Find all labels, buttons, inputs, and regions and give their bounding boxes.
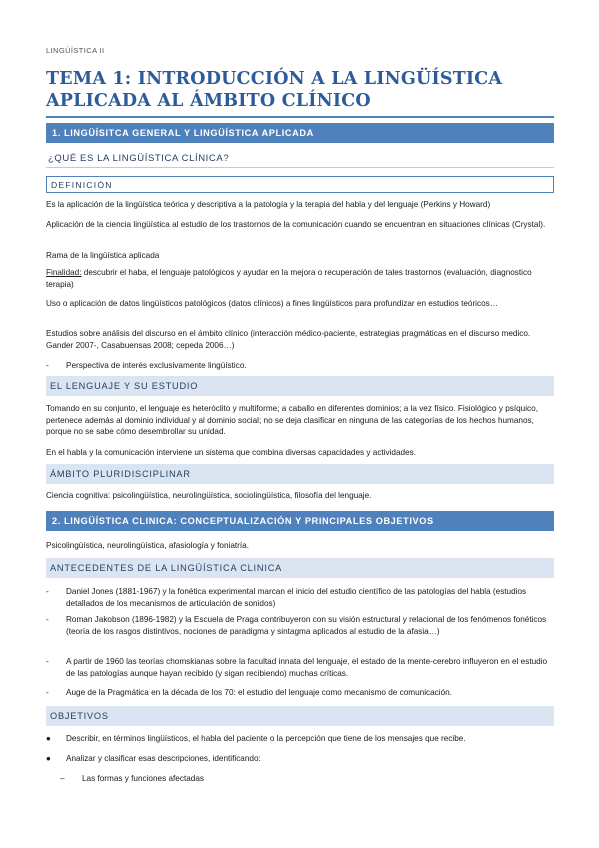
section-2-paragraph: Psicolingüística, neurolingüística, afasiología y foniatría. [46, 541, 249, 550]
dash-bullet-icon: - [46, 615, 49, 624]
list-item [46, 656, 554, 679]
document-title: TEMA 1: INTRODUCCIÓN A LA LINGÜÍSTICA APLICADA AL ÁMBITO CLÍNICO [46, 69, 503, 111]
definicion-paragraph-1: Es la aplicación de la lingüística teórica y descriptiva a la patología y la terapia del habla y del lenguaje (Perkins y Howard) [46, 200, 491, 209]
lenguaje-paragraph-2: En el habla y la comunicación interviene un sistema que combina diversas capacidades y actividades. [46, 448, 417, 457]
list-item-text: A partir de 1960 las teorías chomskianas sobre la facultad innata del lenguaje, el estado de la mente-cerebro influyeron en el estudio de las patologías aunque hayan recibido (y sigan recibiendo) muchas críticas. [66, 657, 548, 678]
section-1-heading: 1. LINGÜÍSITCA GENERAL Y LINGÜÍSTICA APLICADA [46, 123, 554, 143]
dot-bullet-icon: ● [46, 754, 51, 763]
list-item [46, 753, 554, 765]
dash-bullet-icon: – [60, 774, 65, 783]
dash-bullet-icon: - [46, 657, 49, 666]
definicion-paragraph-4 [46, 267, 554, 290]
definicion-bullet [46, 360, 554, 372]
list-item [46, 586, 554, 609]
lenguaje-paragraph-1: Tomando en su conjunto, el lenguaje es heteróclito y multiforme; a caballo en diferentes dominios; a la vez físico. Fisiológico y psíquico, pertenece además al dominio individual y al dominio social; no se deja clasificar en ninguna de las categorías de los hechos humanos, porque no se sabe cómo desembrollar su unidad. [46, 404, 538, 436]
list-item-text: Daniel Jones (1881-1967) y la fonética experimental marcan el inicio del estudio científico de las patologías del habla (estudios detallados de los mecanismos de articulación de sonidos) [66, 587, 527, 608]
definicion-heading: DEFINICIÓN [46, 176, 554, 193]
dot-bullet-icon: ● [46, 734, 51, 743]
finalidad-text: descubrir el haba, el lenguaje patológicos y ayudar en la mejora o recuperación de tales trastornos (evaluación, diagnostico terapia) [46, 268, 532, 289]
definicion-paragraph-6: Estudios sobre análisis del discurso en el ámbito clínico (interacción médico-paciente, estrategias pragmáticas en el discurso medico. Gander 2007-, Casabuensas 2008; cepeda 2006…) [46, 329, 531, 350]
list-item-text: Describir, en términos lingüísticos, el habla del paciente o la percepción que tiene de los mensajes que recibe. [66, 734, 466, 743]
question-heading: ¿QUÉ ES LA LINGÜÍSTICA CLÍNICA? [46, 150, 554, 168]
title-underline [46, 116, 554, 118]
antecedentes-heading: ANTECEDENTES DE LA LINGÜÍSTICA CLINICA [46, 558, 554, 578]
dash-bullet-icon: - [46, 587, 49, 596]
list-item [46, 733, 554, 745]
definicion-paragraph-5: Uso o aplicación de datos lingüísticos patológicos (datos clínicos) a fines lingüísticos para profundizar en estudios teóricos… [46, 299, 498, 308]
dash-bullet-icon: - [46, 688, 49, 697]
finalidad-label: Finalidad: [46, 268, 82, 277]
definicion-bullet-text: Perspectiva de interés exclusivamente lingüístico. [66, 361, 247, 370]
list-item [46, 687, 554, 699]
list-item-text: Roman Jakobson (1896-1982) y la Escuela de Praga contribuyeron con su visión estructural y relacional de los fenómenos fonéticos (teoría de los rasgos distintivos, nociones de paradigma y sintagma aplicados al estudio de la afasia…) [66, 615, 547, 636]
definicion-paragraph-3: Rama de la lingüística aplicada [46, 251, 160, 260]
section-2-heading: 2. LINGÜÍSTICA CLINICA: CONCEPTUALIZACIÓN Y PRINCIPALES OBJETIVOS [46, 511, 554, 531]
dash-bullet-icon: - [46, 361, 49, 370]
ambito-paragraph: Ciencia cognitiva: psicolingüística, neurolingüística, sociolingüística, filosofía del lenguaje. [46, 491, 372, 500]
definicion-paragraph-2: Aplicación de la ciencia lingüística al estudio de los trastornos de la comunicación cuando se encuentran en situaciones clínicas (Crystal). [46, 220, 546, 229]
list-item-text: Auge de la Pragmática en la década de los 70: el estudio del lenguaje como mecanismo de comunicación. [66, 688, 452, 697]
list-item [46, 614, 554, 637]
ambito-heading: ÁMBITO PLURIDISCIPLINAR [46, 464, 554, 484]
objetivos-heading: OBJETIVOS [46, 706, 554, 726]
running-header: LINGÜÍSTICA II [46, 46, 105, 55]
list-item-text: Analizar y clasificar esas descripciones, identificando: [66, 754, 261, 763]
lenguaje-heading: EL LENGUAJE Y SU ESTUDIO [46, 376, 554, 396]
sub-list-item-text: Las formas y funciones afectadas [82, 774, 204, 783]
sub-list-item [46, 773, 554, 785]
